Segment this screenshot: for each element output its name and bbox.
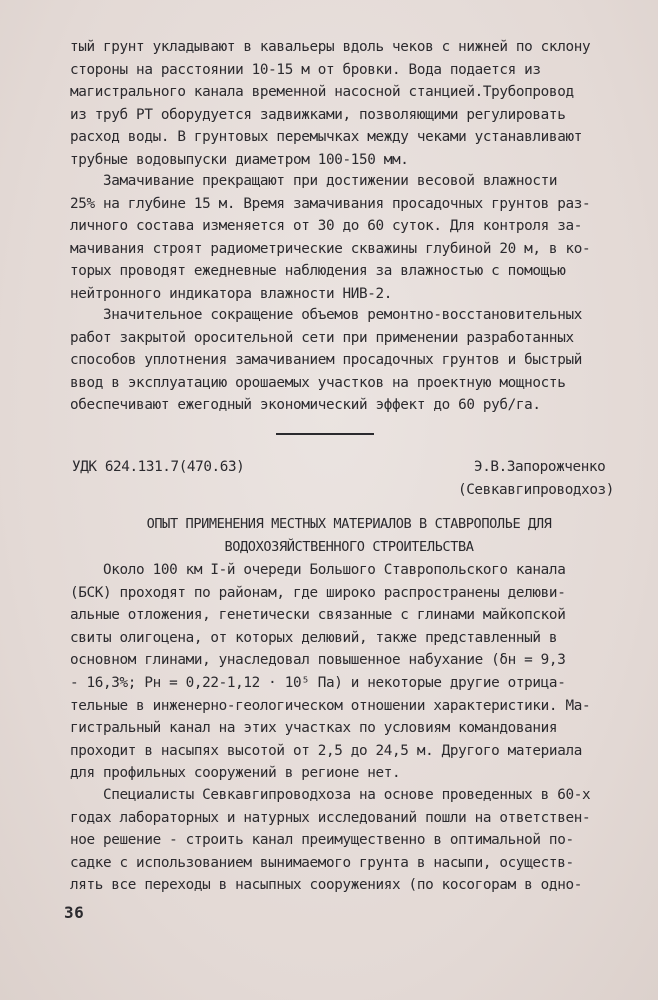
- text-line: гистральный канал на этих участках по условиям командования: [70, 720, 558, 737]
- title-line: ОПЫТ ПРИМЕНЕНИЯ МЕСТНЫХ МАТЕРИАЛОВ В СТАВРОПОЛЬЕ ДЛЯ: [146, 516, 552, 532]
- section-divider: [276, 433, 374, 435]
- text-line: основном глинами, унаследовал повышенное набухание (δн = 9,3: [70, 652, 566, 669]
- text-line: торых проводят ежедневные наблюдения за влажностью с помощью: [70, 263, 566, 280]
- text-line: - 16,3%; Рн = 0,22-1,12 · 10⁵ Па) и некоторые другие отрица-: [70, 674, 566, 691]
- text-line: расход воды. В грунтовых перемычках между чеками устанавливают: [70, 129, 582, 146]
- text-line: садке с использованием вынимаемого грунта в насыпи, осуществ-: [70, 854, 574, 871]
- text-line: трубные водовыпуски диаметром 100-150 мм.: [70, 151, 409, 168]
- paragraph-drainage: [70, 36, 628, 172]
- text-line: Специалисты Севкавгипроводхоза на основе проведенных в 60-х: [70, 787, 591, 803]
- text-line: ное решение - строить канал преимущественно в оптимальной по-: [70, 832, 574, 849]
- text-line: обеспечивают ежегодный экономический эффект до 60 руб/га.: [70, 397, 541, 414]
- title-line: ВОДОХОЗЯЙСТВЕННОГО СТРОИТЕЛЬСТВА: [224, 538, 474, 555]
- text-line: проходит в насыпях высотой от 2,5 до 24,5 м. Другого материала: [70, 742, 582, 759]
- text-line: ввод в эксплуатацию орошаемых участков на проектную мощность: [70, 374, 566, 391]
- text-line: годах лабораторных и натурных исследований пошли на ответствен-: [70, 809, 591, 826]
- text-line: нейтронного индикатора влажности НИВ-2.: [70, 285, 393, 302]
- text-line: Замачивание прекращают при достижении весовой влажности: [70, 173, 558, 189]
- article-author: Э.В.Запорожченко: [474, 459, 606, 475]
- paragraph-specialists: [70, 784, 628, 897]
- text-line: лять все переходы в насыпных сооружениях (по косогорам в одно-: [70, 877, 582, 894]
- text-line: стороны на расстоянии 10-15 м от бровки. Вода подается из: [70, 61, 541, 78]
- article-title: [70, 513, 628, 558]
- text-line: тый грунт укладывают в кавальеры вдоль чеков с нижней по склону: [70, 39, 591, 55]
- text-line: Около 100 км I-й очереди Большого Ставропольского канала: [70, 562, 566, 578]
- text-line: Значительное сокращение объемов ремонтно-восстановительных: [70, 307, 582, 323]
- text-line: (БСК) проходят по районам, где широко распространены делюви-: [70, 584, 566, 601]
- text-line: тельные в инженерно-геологическом отношении характеристики. Ма-: [70, 697, 591, 714]
- text-line: магистрального канала временной насосной станцией.Трубопровод: [70, 84, 574, 101]
- text-line: личного состава изменяется от 30 до 60 суток. Для контроля за-: [70, 218, 582, 235]
- text-line: 25% на глубине 15 м. Время замачивания просадочных грунтов раз-: [70, 195, 591, 212]
- text-line: работ закрытой оросительной сети при применении разработанных: [70, 329, 574, 346]
- paragraph-economic-effect: [70, 304, 628, 417]
- text-line: для профильных сооружений в регионе нет.: [70, 765, 401, 782]
- udc-code: УДК 624.131.7(470.63): [72, 459, 245, 475]
- text-line: альные отложения, генетически связанные с глинами майкопской: [70, 607, 566, 624]
- text-line: свиты олигоцена, от которых делювий, также представленный в: [70, 629, 558, 646]
- page-number: 36: [64, 903, 85, 922]
- text-line: из труб РТ оборудуется задвижками, позволяющими регулировать: [70, 106, 566, 123]
- paragraph-soaking: [70, 170, 628, 306]
- text-line: мачивания строят радиометрические скважины глубиной 20 м, в ко-: [70, 240, 591, 257]
- paragraph-canal-soils: [70, 559, 628, 785]
- text-line: способов уплотнения замачиванием просадочных грунтов и быстрый: [70, 352, 582, 369]
- author-organization: (Севкавгипроводхоз): [458, 482, 614, 498]
